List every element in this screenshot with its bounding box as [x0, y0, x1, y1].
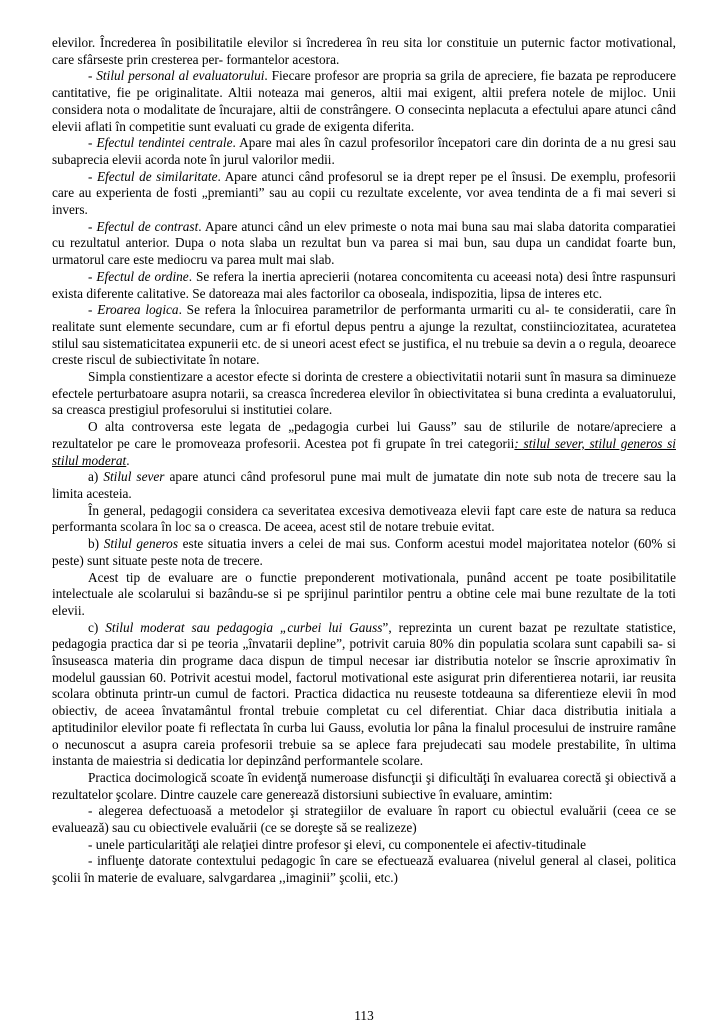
italic-run: Eroarea logica — [97, 302, 179, 318]
paragraph-11 — [52, 503, 676, 536]
text-run: - — [88, 268, 97, 284]
paragraph-2 — [52, 68, 676, 135]
italic-run: Stilul moderat sau pedagogia „curbei lui Gauss — [105, 619, 383, 635]
text-run: - — [88, 218, 97, 234]
text-run: a) — [88, 469, 104, 485]
italic-run: Efectul de similaritate — [96, 168, 218, 184]
paragraph-9 — [52, 419, 676, 469]
text-run: . — [126, 452, 130, 468]
text-run: - unele particularităţi ale relaţiei dintre profesor şi elevi, cu componentele ei afectiv-titudinale — [88, 836, 587, 852]
paragraph-10 — [52, 469, 676, 502]
paragraph-17 — [52, 837, 676, 854]
text-run: Simpla constientizare a acestor efecte si dorinta de crestere a obiectivitatii notarii sunt în masura sa diminueze efectele perturbatoare asupra notarii, sa creasca încrederea elevilor în obiectivitatea si buna credinta a evaluatorului, sa creasca prestigiul profesorului si institutiei colare. — [52, 369, 676, 418]
paragraph-16 — [52, 803, 676, 836]
text-run: - — [88, 68, 97, 84]
paragraph-5 — [52, 219, 676, 269]
paragraph-13 — [52, 570, 676, 620]
text-run: . Se refera la inertia aprecierii (notarea concomitenta cu aceeasi nota) desi între raspunsuri exista diferente calitative. Se datoreaza mai ales factorilor ca oboseala, indispozitia, lipsa de interes etc. — [52, 268, 676, 301]
text-run: . Fiecare profesor are propria sa grila de apreciere, fie bazata pe reproducere cantitative, fie pe originalitate. Altii noteaza mai generos, altii mai exigent, altii prefera notele de mijloc. Unii considera nota o modalitate de încurajare, altii de constrângere. O consecinta neplacuta a efectului apare atunci când elevii aflati în competitie sunt evaluati cu grade de exigenta diferita. — [52, 68, 676, 134]
paragraph-4 — [52, 169, 676, 219]
text-run: elevilor. Încrederea în posibilitatile elevilor si încrederea în reu sita lor constituie un puternic factor motivational, care sfârseste prin cresterea per- formantelor acestora. — [52, 35, 676, 67]
text-run: O alta controversa este legata de „pedagogia curbei lui Gauss” sau de stilurile de notare/apreciere a rezultatelor pe care le promoveaza profesorii. Acestea pot fi grupate în trei categorii — [52, 419, 676, 451]
text-run: b) — [88, 536, 104, 552]
paragraph-12 — [52, 536, 676, 569]
text-run: Acest tip de evaluare are o functie preponderent motivationala, punând accent pe toate posibilitatile intelectuale ale scolarului si bazându-se si pe sprijinul parintilor pentru a obtine cele mai bune rezultate de la toti elevii. — [52, 569, 676, 618]
text-run: În general, pedagogii considera ca severitatea excesiva demotiveaza elevii fapt care este de natura sa reduca performanta scolara în loc sa o creasca. De aceea, acest stil de notare trebuie evitat. — [52, 502, 676, 535]
text-run: apare atunci când profesorul pune mai mult de jumatate din note sub nota de trecere sau la limita acesteia. — [52, 469, 677, 501]
paragraph-14 — [52, 620, 676, 770]
text-run: c) — [88, 619, 106, 635]
italic-run: Efectul de ordine — [96, 268, 189, 284]
paragraph-15 — [52, 770, 676, 803]
text-run: este situatia invers a celei de mai sus. Conform acestui model majoritatea notelor (60% si peste) sunt situate peste nota de trecere. — [52, 536, 677, 568]
paragraph-6 — [52, 269, 676, 302]
text-run: ”, reprezinta un curent bazat pe rezultate statistice, pedagogia practica dar si pe teoria „învatarii depline”, potrivit caruia 80% din populatia scolara sunt capabili sa- si însuseasca materia din programe daca dispun de timpul necesar iar distributia notelor se înscrie aproximativ în modelul gaussian 60. Potrivit acestui model, factorul motivational este asigurat prin diferentierea notarii, iar reusita scolara obtinuta printr-un cumul de factori. Practica didactica nu reuseste totdeauna sa diferentieze elevii în mod obiectiv, de aceea învatamântul frontal trebuie completat cu cel diferentiat. Chiar daca distributia initiala a aptitudinilor elevilor poate fi reflectata în curba lui Gauss, evolutia lor pâna la finalul procesului de instruire ramâne o necunoscut a asupra careia profesorii trebuie sa se aplece fara prejudecati sau modele prestabilite, în ultima instanta de maiestria si dedicatia lor depinzând performantele scolare. — [52, 619, 676, 769]
text-run: . Apare mai ales în cazul profesorilor începatori care din dorinta de a nu gresi sau subaprecia elevii acorda note în jurul valorilor medii. — [52, 135, 676, 167]
italic-run: Stilul personal al evaluatorului — [96, 68, 265, 84]
text-run: - — [88, 135, 97, 151]
text-run: - influenţe datorate contextului pedagogic în care se efectuează evaluarea (nivelul general al clasei, politica şcolii în materie de evaluare, salvgardarea ,,imaginii” şcolii, etc.) — [52, 853, 676, 886]
italic-run: : stilul sever, stilul generos si stilul moderat — [52, 435, 676, 468]
paragraph-18 — [52, 853, 676, 886]
italic-run: Stilul generos — [103, 536, 179, 552]
text-run: . Se refera la înlocuirea parametrilor de performanta urmariti cu al- te consideratii, care în realitate sunt elemente secundare, cum ar fi efortul depus pentru a ajunge la rezultat, constiinciozitatea, acuratetea stilul sau sistematicitatea expunerii etc. de si uneori acest efect se justifica, el nu trebuie sa devin a o regula, deoarece creste riscul de subiectivitate în notare. — [52, 302, 676, 368]
text-body — [52, 35, 676, 887]
paragraph-3 — [52, 135, 676, 168]
paragraph-8 — [52, 369, 676, 419]
text-run: - alegerea defectuoasă a metodelor şi strategiilor de evaluare în raport cu obiectul evaluării (ceea ce se evaluează) sau cu obiectivele evaluării (ce se doreşte să se realizeze) — [52, 803, 676, 836]
text-run: - — [88, 168, 97, 184]
italic-run: Stilul sever — [103, 469, 165, 485]
text-run: . Apare atunci când un elev primeste o nota mai buna sau mai slaba datorita comparatiei cu rezultatul anterior. Dupa o nota slaba un rezultat bun va parea si mai bun, sau dupa un candidat foarte bun, urmatorul care este mediocru va parea mult mai slab. — [52, 218, 676, 268]
paragraph-1 — [52, 35, 676, 68]
text-run: . Apare atunci când profesorul se ia drept reper pe el însusi. De exemplu, profesorii care au experienta de fosti „premianti” sau au copii cu rezultate excelente, vor avea tendinta de a fi mai severi si invers. — [52, 168, 676, 218]
text-run: Practica docimologică scoate în evidenţă numeroase disfuncţii şi dificultăţi în evaluarea corectă şi obiectivă a rezultatelor şcolare. Dintre cauzele care generează distorsiuni subiective în evaluare, amintim: — [52, 769, 676, 802]
paragraph-7 — [52, 302, 676, 369]
italic-run: Efectul de contrast — [96, 218, 199, 234]
italic-run: Efectul tendintei centrale — [96, 135, 233, 151]
text-run: - — [88, 302, 98, 318]
page-number: 113 — [354, 1008, 374, 1023]
